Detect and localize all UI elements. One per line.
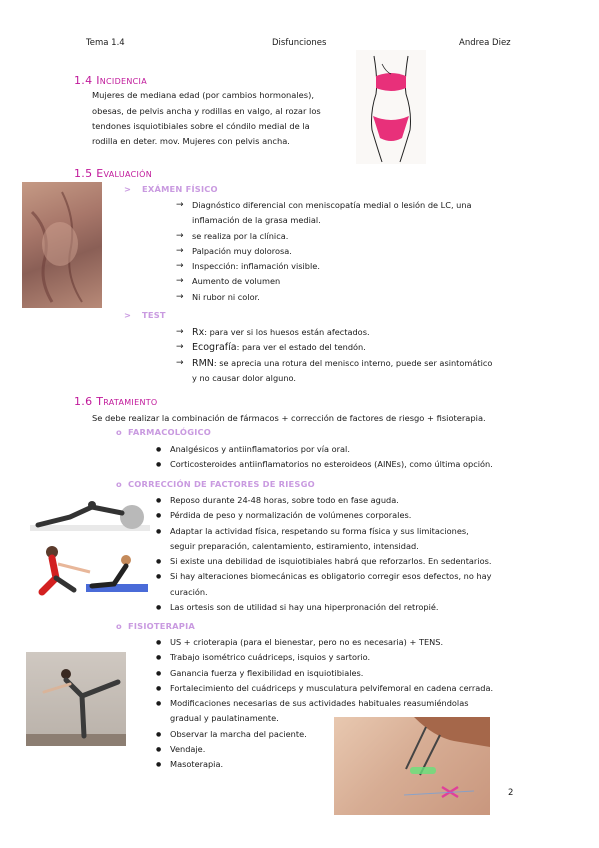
knee-image [22, 182, 102, 308]
test-list [176, 325, 492, 386]
incidencia-line-4: rodilla en deter. mov. Mujeres con pelvis ancha. [92, 136, 290, 146]
examen-fisico-label: > EXÁMEN FÍSICO [124, 184, 218, 194]
chevron-right-icon: > [124, 310, 132, 320]
list-item: ● Pérdida de peso y normalización de volúmenes corporales. [154, 508, 492, 523]
list-item: ● Las ortesis son de utilidad si hay una hiperpronación del retropié. [154, 600, 492, 615]
section-evaluacion-heading: 1.5 Evaluación [74, 167, 153, 180]
list-item: y no causar dolor alguno. [192, 372, 297, 383]
list-item: curación. [170, 586, 208, 597]
circle-bullet-icon: o [116, 479, 122, 489]
section-incidencia-heading: 1.4 Incidencia [74, 74, 147, 87]
list-item: → Rx: para ver si los huesos están afectados. [176, 325, 492, 340]
header-title: Disfunciones [272, 38, 327, 48]
correccion-list [154, 493, 492, 615]
list-item: ● Trabajo isométrico cuádriceps, isquios y sartorio. [154, 650, 493, 665]
page-number: 2 [508, 788, 514, 798]
incidencia-line-1: Mujeres de mediana edad (por cambios hormonales), [92, 90, 314, 100]
list-item: ● Si existe una debilidad de isquiotibiales habrá que reforzarlos. En sedentarios. [154, 554, 492, 569]
list-item: → Ni rubor ni color. [176, 290, 472, 305]
body-silhouette-image [356, 50, 426, 164]
farmacologico-label: o FARMACOLÓGICO [116, 427, 212, 437]
circle-bullet-icon: o [116, 427, 122, 437]
list-item: ● Ganancia fuerza y flexibilidad en isquiotibiales. [154, 666, 493, 681]
list-item: ● Adaptar la actividad física, respetando su forma física y sus limitaciones, [154, 524, 492, 539]
list-item: gradual y paulatinamente. [170, 713, 279, 724]
header-author: Andrea Diez [459, 38, 511, 48]
list-item: ● US + crioterapia (para el bienestar, pero no es necesaria) + TENS. [154, 635, 493, 650]
list-item: → Palpación muy dolorosa. [176, 244, 472, 259]
tratamiento-intro: Se debe realizar la combinación de fármacos + corrección de factores de riesgo + fisioterapia. [92, 413, 486, 423]
list-item: → Aumento de volumen [176, 274, 472, 289]
incidencia-line-3: tendones isquiotibiales sobre el cóndilo medial de la [92, 121, 310, 131]
circle-bullet-icon: o [116, 621, 122, 631]
list-item: → Diagnóstico diferencial con meniscopatía medial o lesión de LC, una [176, 198, 472, 213]
list-item: → Inspección: inflamación visible. [176, 259, 472, 274]
list-item: → RMN: se aprecia una rotura del menisco interno, puede ser asintomático [176, 356, 492, 371]
list-item: ● Si hay alteraciones biomecánicas es obligatorio corregir esos defectos, no hay [154, 569, 492, 584]
header-topic: Tema 1.4 [86, 38, 125, 48]
balance-pose-image [26, 652, 126, 746]
list-item: → se realiza por la clínica. [176, 229, 472, 244]
list-item: ● Observar la marcha del paciente. [154, 727, 493, 742]
list-item: ● Masoterapia. [154, 757, 493, 772]
section-tratamiento-heading: 1.6 Tratamiento [74, 395, 158, 408]
list-item: ● Fortalecimiento del cuádriceps y musculatura pelvifemoral en cadena cerrada. [154, 681, 493, 696]
list-item: inflamación de la grasa medial. [192, 215, 321, 226]
exercise-ball-image [30, 495, 150, 535]
list-item: ● Analgésicos y antiinflamatorios por vía oral. [154, 442, 493, 457]
list-item: seguir preparación, calentamiento, estiramiento, intensidad. [170, 540, 419, 551]
correccion-label: o CORRECCIÓN DE FACTORES DE RIESGO [116, 479, 315, 489]
farmacologico-list [154, 442, 493, 473]
fisioterapia-label: o FISIOTERAPIA [116, 621, 195, 631]
list-item: ● Reposo durante 24-48 horas, sobre todo en fase aguda. [154, 493, 492, 508]
needle-therapy-image [334, 717, 490, 815]
list-item: ● Modificaciones necesarias de sus actividades habituales reasumiéndolas [154, 696, 493, 711]
list-item: ● Vendaje. [154, 742, 493, 757]
incidencia-line-2: obesas, de pelvis ancha y rodillas en valgo, al rozar los [92, 106, 321, 116]
chevron-right-icon: > [124, 184, 132, 194]
examen-fisico-list [176, 198, 472, 305]
assisted-stretch-image [30, 540, 148, 596]
list-item: ● Corticosteroides antiinflamatorios no esteroideos (AINEs), como última opción. [154, 457, 493, 472]
test-label: > TEST [124, 310, 166, 320]
list-item: → Ecografía: para ver el estado del tendón. [176, 340, 492, 355]
